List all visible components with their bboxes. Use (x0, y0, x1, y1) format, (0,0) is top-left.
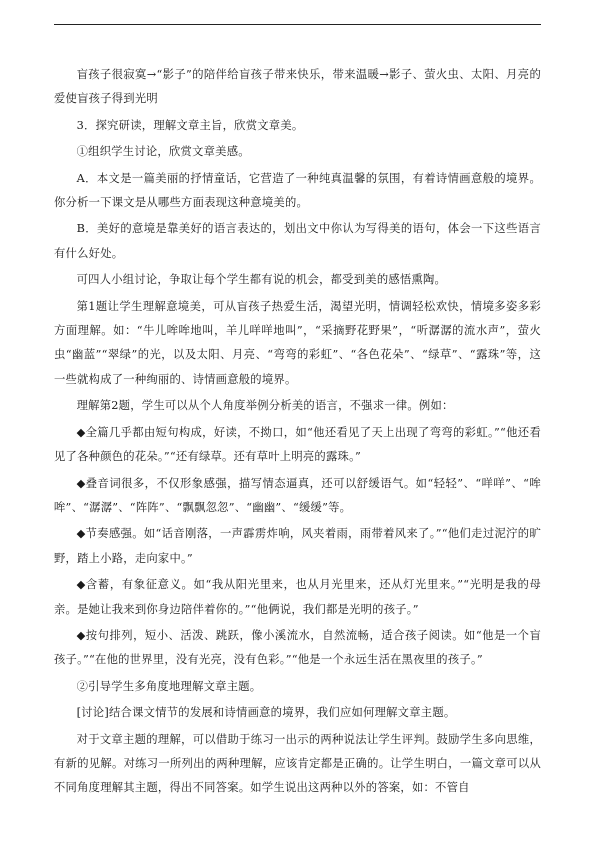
paragraph-1: 盲孩子很寂寞→“影子”的陪伴给盲孩子带来快乐，带来温暖→影子、萤火虫、太阳、月亮的爱使盲孩子得到光明 (54, 68, 541, 106)
paragraph-15: [讨论]结合课文情节的发展和诗情画意的境界，我们应如何理解文章主题。 (76, 706, 456, 720)
paragraph-6: 可四人小组讨论，争取让每个学生都有说的机会，都受到美的感悟熏陶。 (76, 273, 447, 287)
paragraph-14: ②引导学生多角度地理解文章主题。 (76, 679, 262, 693)
paragraph-3: ①组织学生讨论，欣赏文章美感。 (76, 145, 250, 159)
header-rule (54, 24, 541, 25)
paragraph-5: B．美好的意境是靠美好的语言表达的，划出文中你认为写得美的语句，体会一下这些语言有什么好处。 (54, 222, 541, 260)
paragraph-2: 3．探究研读，理解文章主旨，欣赏文章美。 (76, 118, 304, 132)
paragraph-12: ◆含蓄，有象征意义。如“我从阳光里来，也从月光里来，还从灯光里来。”“光明是我的母亲。是她让我来到你身边陪伴着你的。”“他俩说，我们都是光明的孩子。” (54, 578, 541, 616)
document-body (54, 63, 541, 803)
paragraph-7: 第1题让学生理解意境美，可从盲孩子热爱生活，渴望光明，情调轻松欢快，情境多姿多彩方面理解。如：“牛儿哞哞地叫，羊儿咩咩地叫”，“采摘野花野果”，“听潺潺的流水声”，萤火虫“幽蓝”“翠绿”的光，以及太阳、月亮、“弯弯的彩虹”、“各色花朵”、“绿草”、“露珠”等，这一些就构成了一种绚丽的、诗情画意般的境界。 (54, 299, 541, 386)
paragraph-13: ◆按句排列，短小、活泼、跳跃，像小溪流水，自然流畅，适合孩子阅读。如“他是一个盲孩子。”“在他的世界里，没有光亮，没有色彩。”“他是一个永远生活在黑夜里的孩子。” (54, 628, 541, 667)
paragraph-10: ◆叠音词很多，不仅形象感强，描写情态逼真，还可以舒缓语气。如“轻轻”、“咩咩”、“哞哞”、“潺潺”、“阵阵”、“飘飘忽忽”、“幽幽”、“缓缓”等。 (54, 476, 541, 514)
paragraph-4: A．本文是一篇美丽的抒情童话，它营造了一种纯真温馨的氛围，有着诗情画意般的境界。你分析一下课文是从哪些方面表现这种意境美的。 (54, 171, 541, 210)
paragraph-9: ◆全篇几乎都由短句构成，好读，不拗口，如“他还看见了天上出现了弯弯的彩虹。”“他还看见了各种颜色的花朵。”“还有绿草。还有草叶上明亮的露珠。” (54, 425, 541, 464)
paragraph-8: 理解第2题，学生可以从个人角度举例分析美的语言，不强求一律。例如： (76, 399, 454, 413)
paragraph-11: ◆节奏感强。如“话音刚落，一声霹雳炸响，风夹着雨，雨带着风来了。”“他们走过泥泞的旷野，踏上小路，走向家中。” (54, 527, 541, 565)
paragraph-16: 对于文章主题的理解，可以借助于练习一出示的两种说法让学生评判。鼓励学生多向思维，有新的见解。对练习一所列出的两种理解，应该肯定都是正确的。让学生明白，一篇文章可以从不同角度理解其主题，得出不同答案。如学生说出这两种以外的答案，如：不管自 (54, 732, 541, 795)
